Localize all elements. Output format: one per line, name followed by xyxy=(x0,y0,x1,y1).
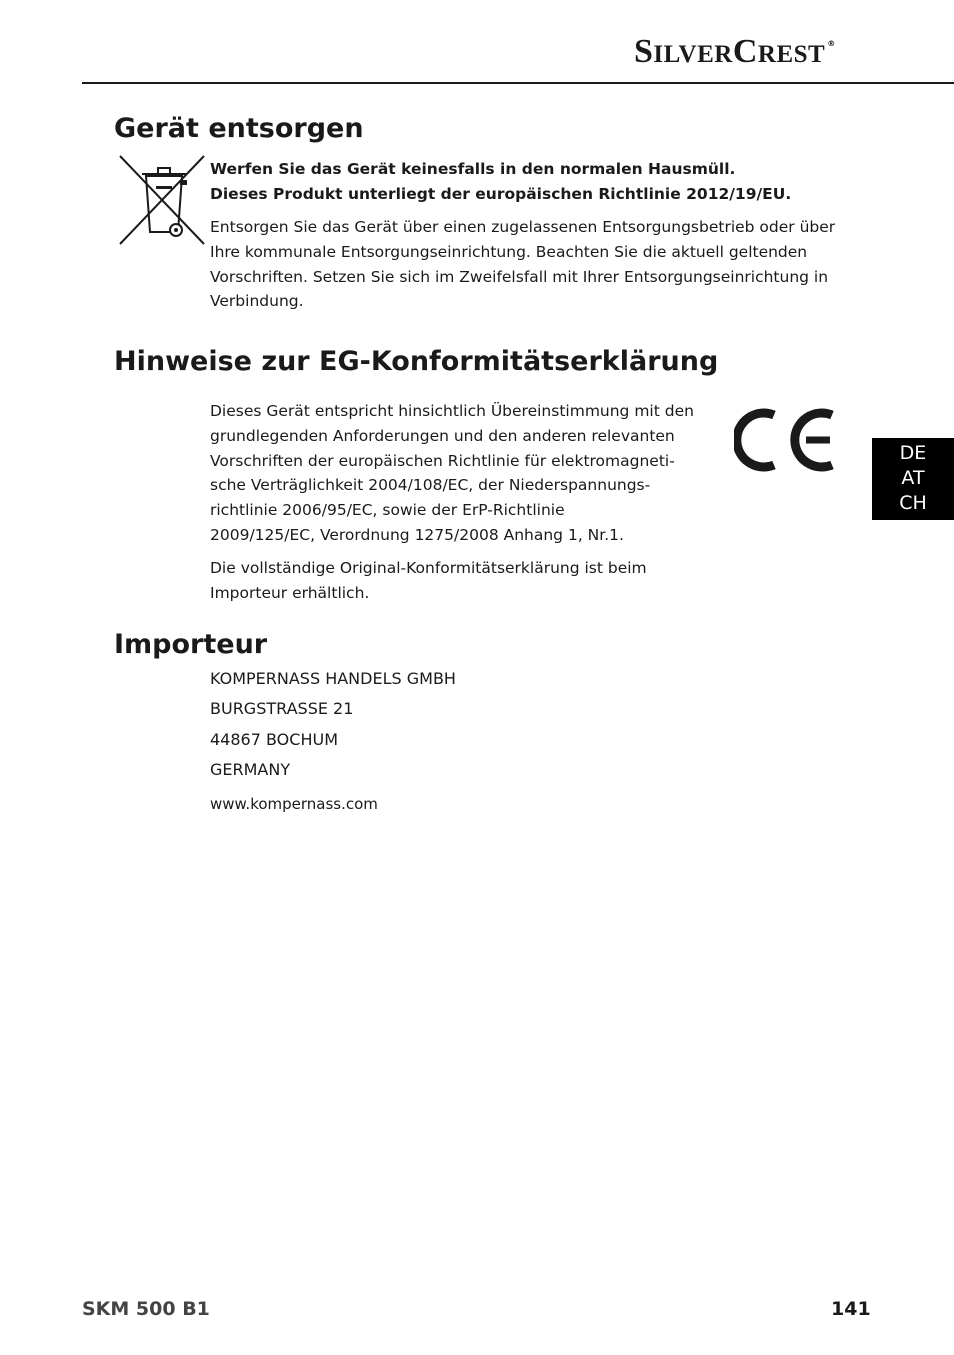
conformity-text-line: grundlegenden Anforderungen und den anderen relevanten xyxy=(210,426,675,445)
language-code: CH xyxy=(899,492,927,514)
importer-city: 44867 BOCHUM xyxy=(210,730,338,749)
ce-mark-icon xyxy=(734,405,836,475)
conformity-text-line: richtlinie 2006/95/EC, sowie der ErP-Richtlinie xyxy=(210,501,565,520)
conformity-paragraph xyxy=(210,399,694,548)
importer-country: GERMANY xyxy=(210,760,291,779)
disposal-text-line: Vorschriften. Setzen Sie sich im Zweifelsfall mit Ihrer Entsorgungseinrichtung in xyxy=(210,267,829,286)
disposal-text-line: Verbindung. xyxy=(210,292,304,311)
importer-street: BURGSTRASSE 21 xyxy=(210,699,354,718)
importer-company: KOMPERNASS HANDELS GMBH xyxy=(210,669,456,688)
page-number: 141 xyxy=(831,1298,871,1320)
conformity-text-line: Die vollständige Original-Konformitätserklärung ist beim xyxy=(210,559,647,577)
footer-model: SKM 500 B1 xyxy=(82,1298,210,1320)
section-title-disposal: Gerät entsorgen xyxy=(114,113,364,144)
disposal-paragraph xyxy=(210,215,835,314)
conformity-text-line: Importeur erhältlich. xyxy=(210,583,370,602)
section-title-conformity: Hinweise zur EG-Konformitätserklärung xyxy=(114,346,719,377)
conformity-text-line: sche Verträglichkeit 2004/108/EC, der Niederspannungs- xyxy=(210,476,651,495)
language-code: DE xyxy=(899,442,927,464)
language-tab xyxy=(872,438,954,520)
conformity-text-line: Dieses Gerät entspricht hinsichtlich Übereinstimmung mit den xyxy=(210,402,694,420)
disposal-warning-line: Dieses Produkt unterliegt der europäischen Richtlinie 2012/19/EU. xyxy=(210,184,792,203)
crossed-out-wheelie-bin-icon xyxy=(116,154,208,246)
importer-website-link[interactable]: www.kompernass.com xyxy=(210,795,378,813)
disposal-warning xyxy=(210,157,791,206)
conformity-text-line: Vorschriften der europäischen Richtlinie für elektromagneti- xyxy=(210,451,675,470)
disposal-text-line: Entsorgen Sie das Gerät über einen zugelassenen Entsorgungsbetrieb oder über xyxy=(210,218,836,236)
brand-logo: SILVERCREST ® xyxy=(634,33,836,70)
language-code: AT xyxy=(901,467,925,489)
conformity-text-line: 2009/125/EC, Verordnung 1275/2008 Anhang 1, Nr.1. xyxy=(210,525,624,544)
disposal-text-line: Ihre kommunale Entsorgungseinrichtung. Beachten Sie die aktuell geltenden xyxy=(210,242,808,261)
conformity-paragraph-2 xyxy=(210,556,647,606)
disposal-warning-line: Werfen Sie das Gerät keinesfalls in den normalen Hausmüll. xyxy=(210,160,736,178)
section-title-importer: Importeur xyxy=(114,629,268,660)
header-rule xyxy=(82,82,954,84)
